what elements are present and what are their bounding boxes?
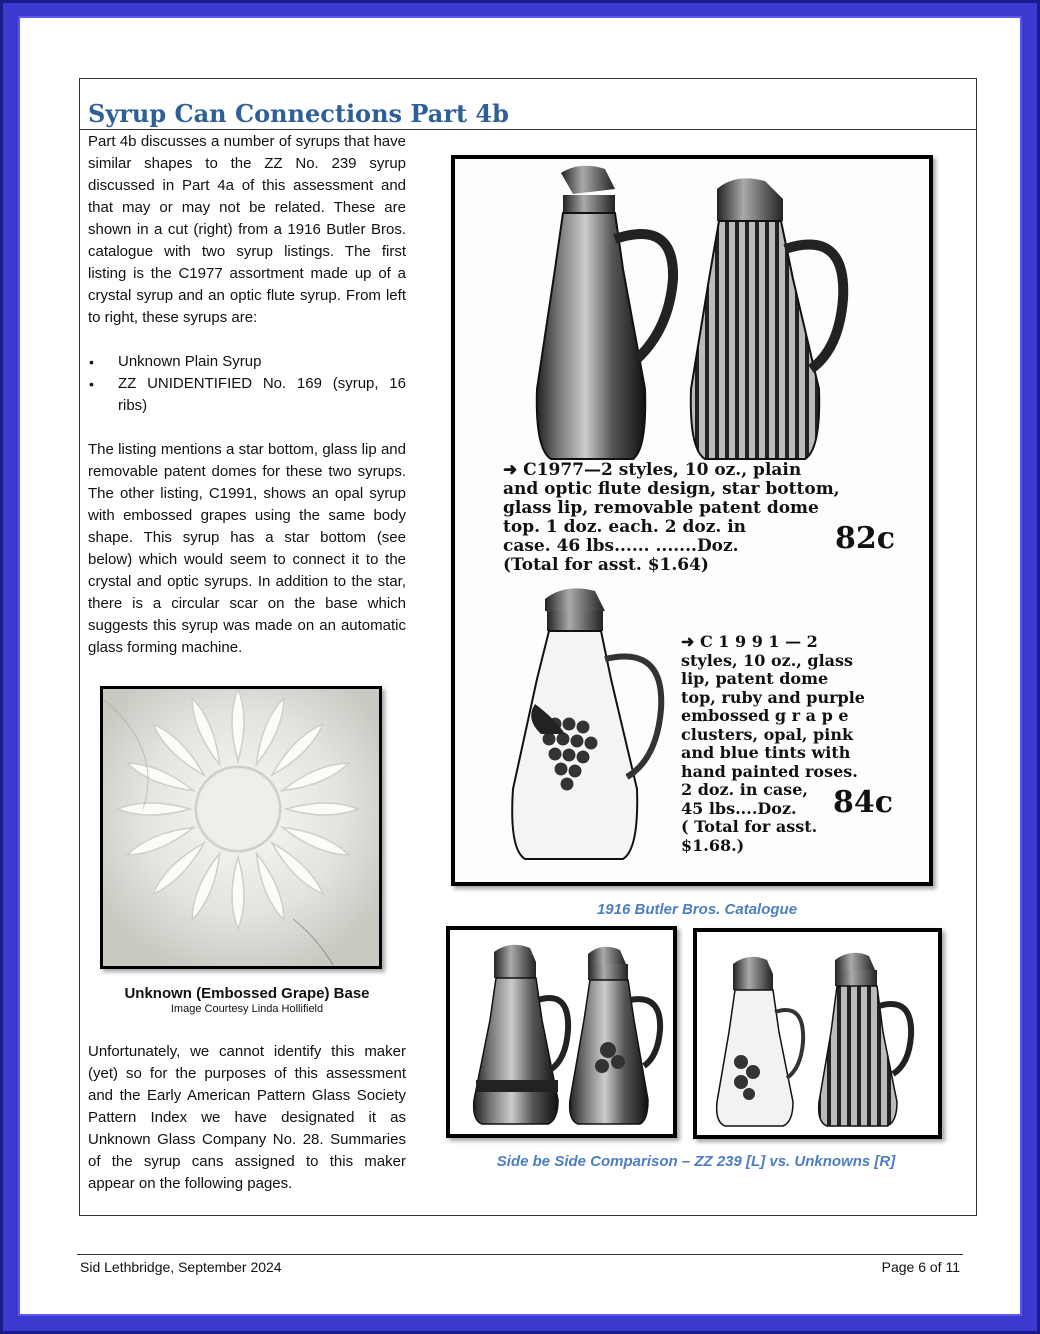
listing-line: 45 lbs....Doz. [681, 798, 797, 818]
listing-line: embossed g r a p e [681, 706, 849, 725]
closing-text [88, 1041, 406, 1195]
listing-line: $1.68.) [681, 835, 745, 855]
listing-line: styles, 10 oz., glass [681, 650, 854, 670]
price-c1991: 84c [833, 785, 894, 820]
photo-caption-title: Unknown (Embossed Grape) Base [124, 985, 370, 1002]
comparison-caption: Side be Side Comparison – ZZ 239 [L] vs. Unknowns [R] [496, 1153, 896, 1170]
second-paragraph: The listing mentions a star bottom, glass lip and removable patent domes for these two syrups. The other listing, C1991, shows an opal syrup with embossed grapes using the same body shape. This syrup has a star bottom (see below) which would seem to connect it to the crystal and optic syrups. In addition to the star, there is a circular scar on the base which suggests this syrup was made on an automatic glass forming machine. [88, 441, 406, 656]
closing-paragraph: Unfortunately, we cannot identify this maker (yet) so for the purposes of this assessment and the Early American Pattern Glass Society Pattern Index we have designated it as Unknown Glass Company No. 28. Summaries of the syrup cans assigned to this maker appear on the following pages. [88, 1043, 406, 1192]
left-column-text [88, 131, 406, 659]
unknown-syrups-illustration [697, 932, 938, 1135]
listing-line: ➜ C1977—2 styles, 10 oz., plain [503, 460, 802, 480]
footer-page-number: Page 6 of 11 [881, 1259, 960, 1275]
listing-line: top. 1 doz. each. 2 doz. in [503, 517, 747, 537]
listing-line: hand painted roses. [681, 761, 858, 781]
photo-caption-credit: Image Courtesy Linda Hollifield [170, 1003, 324, 1015]
listing-c1977 [503, 461, 903, 575]
optic-flute-syrup-illustration [691, 178, 843, 459]
plain-syrup-illustration [537, 166, 673, 459]
listing-line: (Total for asst. $1.64) [503, 555, 709, 575]
intro-paragraph: Part 4b discusses a number of syrups that have similar shapes to the ZZ No. 239 syrup discussed in Part 4a of this assessment and that may or may not be related. These are shown in a cut (right) from a 1916 Butler Bros. catalogue with two syrup listings. The first listing is the C1977 assortment made up of a crystal syrup and an optic flute syrup. From left to right, these syrups are: [88, 133, 406, 326]
unknowns-comparison-image [693, 928, 942, 1139]
listing-line: and blue tints with [681, 743, 851, 762]
embossed-grape-base-photo [100, 686, 382, 969]
title-divider [79, 129, 977, 130]
zz239-comparison-image [446, 926, 677, 1138]
listing-line: case. 46 lbs...... .......Doz. [503, 536, 739, 556]
embossed-grape-syrup-illustration [512, 588, 661, 859]
page-title: Syrup Can Connections Part 4b [88, 99, 509, 128]
listing-line: ( Total for asst. [681, 817, 818, 836]
listing-line: lip, patent dome [681, 669, 829, 688]
footer-author-date: Sid Lethbridge, September 2024 [80, 1259, 282, 1275]
listing-c1991 [681, 633, 893, 855]
listing-line: top, ruby and purple [681, 687, 865, 707]
listing-line: ➜ C 1 9 9 1 — 2 [681, 632, 818, 651]
zz239-syrups-illustration [450, 930, 673, 1134]
catalogue-cut-image [451, 155, 933, 886]
list-item: • Unknown Plain Syrup [118, 351, 406, 373]
star-bottom-image [103, 689, 379, 966]
price-c1977: 82c [835, 521, 896, 556]
photo-caption [100, 985, 394, 1015]
catalogue-caption: 1916 Butler Bros. Catalogue [596, 901, 798, 918]
footer-divider [77, 1254, 963, 1255]
listing-line: and optic flute design, star bottom, [503, 479, 840, 499]
listing-line: clusters, opal, pink [681, 724, 854, 744]
list-item: • ZZ UNIDENTIFIED No. 169 (syrup, 16 ribs) [118, 373, 406, 417]
syrup-list [88, 351, 406, 417]
listing-line: glass lip, removable patent dome [503, 498, 819, 518]
listing-line: 2 doz. in case, [681, 780, 808, 799]
